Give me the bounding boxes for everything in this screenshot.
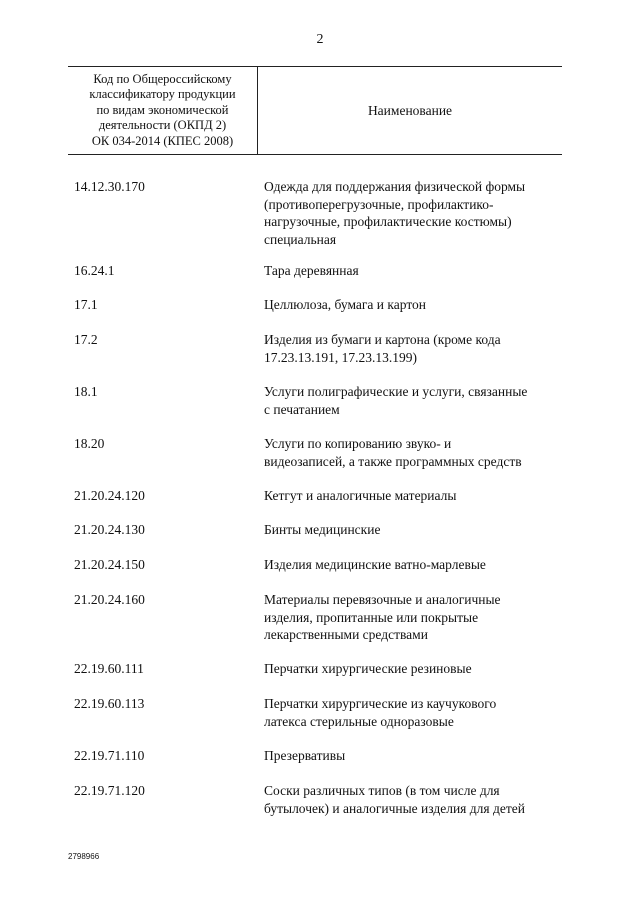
row-name-line: Услуги по копированию звуко- и: [264, 436, 452, 451]
row-name: [264, 556, 564, 574]
row-name-line: Изделия из бумаги и картона (кроме кода: [264, 332, 501, 347]
header-code-line: по видам экономической: [96, 102, 229, 117]
row-name-line: Презервативы: [264, 748, 346, 763]
row-name: [264, 178, 564, 248]
row-name-line: Материалы перевязочные и аналогичные: [264, 592, 501, 607]
row-code: 22.19.60.111: [74, 661, 144, 676]
header-code-line: Код по Общероссийскому: [93, 71, 232, 86]
header-code-line: деятельности (ОКПД 2): [98, 118, 227, 133]
document-number: 2798966: [68, 852, 100, 861]
row-name: [264, 383, 564, 418]
row-name: [264, 747, 564, 765]
row-name: [264, 782, 564, 817]
row-name: [264, 435, 564, 470]
row-name-line: бутылочек) и аналогичные изделия для детей: [264, 800, 525, 816]
row-name-line: латекса стерильные одноразовые: [264, 713, 454, 729]
row-code: 18.1: [74, 384, 98, 399]
row-code: 17.2: [74, 332, 98, 347]
row-name-line: лекарственными средствами: [264, 627, 428, 642]
header-name-column: Наименование: [367, 102, 453, 118]
row-name-line: Тара деревянная: [264, 263, 359, 278]
page-number: 2: [316, 32, 324, 47]
row-name-line: Соски различных типов (в том числе для: [264, 783, 500, 798]
row-code: 22.19.60.113: [74, 696, 145, 711]
row-code: 16.24.1: [74, 263, 115, 278]
row-code: 17.1: [74, 297, 98, 312]
row-name-line: Одежда для поддержания физической формы: [264, 179, 526, 194]
row-code: 21.20.24.160: [74, 592, 145, 607]
row-name-line: нагрузочные, профилактические костюмы): [264, 214, 512, 229]
row-name-line: Целлюлоза, бумага и картон: [264, 297, 427, 312]
row-code: 21.20.24.150: [74, 557, 145, 572]
row-name: [264, 296, 564, 314]
row-name: [264, 262, 564, 280]
row-name: [264, 521, 564, 539]
header-code-line: ОК 034-2014 (КПЕС 2008): [91, 133, 234, 148]
row-name-line: Услуги полиграфические и услуги, связанные: [264, 384, 528, 399]
row-name-line: видеозаписей, а также программных средств: [264, 453, 522, 469]
row-name: [264, 487, 564, 505]
row-code: 21.20.24.130: [74, 522, 145, 537]
row-name-line: с печатанием: [264, 401, 340, 417]
row-code: 18.20: [74, 436, 105, 451]
row-name-line: Кетгут и аналогичные материалы: [264, 488, 457, 503]
row-name: [264, 591, 564, 644]
row-code: 22.19.71.120: [74, 783, 145, 798]
row-code: 22.19.71.110: [74, 748, 145, 763]
row-name: [264, 695, 564, 730]
row-name-line: изделия, пропитанные или покрытые: [264, 609, 479, 625]
row-name-line: специальная: [264, 231, 337, 247]
row-name: [264, 331, 564, 366]
row-code: 14.12.30.170: [74, 179, 145, 194]
row-name-line: Изделия медицинские ватно-марлевые: [264, 557, 486, 572]
header-code-line: классификатору продукции: [89, 87, 236, 102]
header-code-column: [68, 67, 258, 154]
row-name-line: Бинты медицинские: [264, 522, 381, 537]
row-code: 21.20.24.120: [74, 488, 145, 503]
row-name-line: (противоперегрузочные, профилактико-: [264, 196, 494, 212]
row-name-line: Перчатки хирургические резиновые: [264, 661, 472, 676]
row-name-line: Перчатки хирургические из каучукового: [264, 696, 497, 711]
table-header: [68, 66, 562, 155]
row-name: [264, 660, 564, 678]
row-name-line: 17.23.13.191, 17.23.13.199): [264, 349, 417, 365]
